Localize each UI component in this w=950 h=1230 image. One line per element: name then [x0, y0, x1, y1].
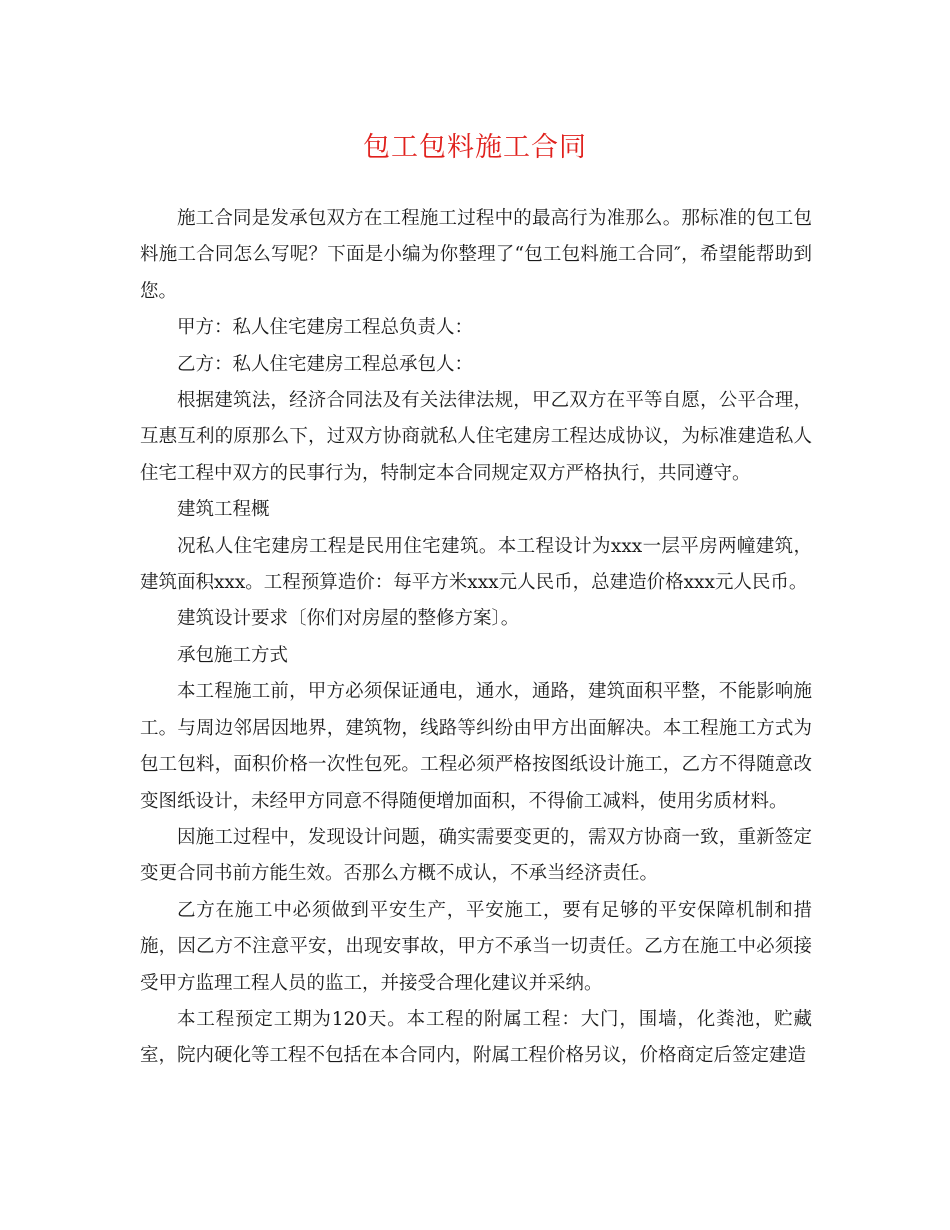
paragraph-section-heading-overview: 建筑工程概: [177, 499, 270, 521]
document-title: 包工包料施工合同: [363, 132, 587, 163]
paragraph-construction-method: 本工程施工前，甲方必须保证通电，通水，通路，建筑面积平整，不能影响施工。与周边邻居因地界，建筑物，线路等纠纷由甲方出面解决。本工程施工方式为包工包料，面积价格一次性包死。工程必须严格按图纸设计施工，乙方不得随意改变图纸设计，未经甲方同意不得随便增加面积，不得偷工减料，使用劣质材料。: [140, 681, 812, 812]
paragraph-party-b: 乙方：私人住宅建房工程总承包人：: [177, 353, 474, 375]
paragraph-party-a: 甲方：私人住宅建房工程总负责人：: [177, 317, 474, 339]
paragraph-intro: 施工合同是发承包双方在工程施工过程中的最高行为准那么。那标准的包工包料施工合同怎么写呢？下面是小编为你整理了“包工包料施工合同″，希望能帮助到您。: [140, 208, 812, 302]
document-body: [140, 201, 812, 1075]
paragraph-design-requirements: 建筑设计要求〔你们对房屋的整修方案〕。: [177, 608, 520, 630]
paragraph-legal-basis: 根据建筑法，经济合同法及有关法律法规，甲乙双方在平等自愿，公平合理，互惠互利的原那么下，过双方协商就私人住宅建房工程达成协议，为标准建造私人住宅工程中双方的民事行为，特制定本合同规定双方严格执行，共同遵守。: [140, 390, 812, 484]
paragraph-schedule: 本工程预定工期为120天。本工程的附属工程：大门，围墙，化粪池，贮藏室，院内硬化等工程不包括在本合同内，附属工程价格另议，价格商定后签定建造: [140, 1008, 812, 1067]
paragraph-safety: 乙方在施工中必须做到平安生产，平安施工，要有足够的平安保障机制和措施，因乙方不注意平安，出现安事故，甲方不承当一切责任。乙方在施工中必须接受甲方监理工程人员的监工，并接受合理化建议并采纳。: [140, 899, 812, 994]
paragraph-section-heading-method: 承包施工方式: [177, 644, 289, 666]
paragraph-design-change: 因施工过程中，发现设计问题，确实需要变更的，需双方协商一致，重新签定变更合同书前方能生效。否那么方概不成认，不承当经济责任。: [140, 826, 812, 885]
paragraph-project-overview: 况私人住宅建房工程是民用住宅建筑。本工程设计为xxx一层平房两幢建筑，建筑面积xxx。工程预算造价：每平方米xxx元人民币，总建造价格xxx元人民币。: [140, 535, 812, 594]
